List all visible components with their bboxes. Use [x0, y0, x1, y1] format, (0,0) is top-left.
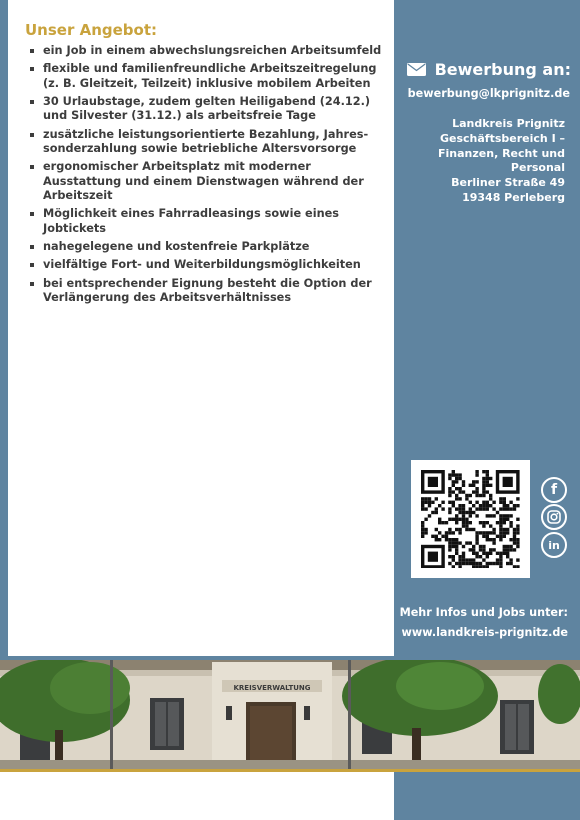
offer-item: bei entsprechender Eignung besteht die Option der Verlängerung des Arbeitsverhältnisses: [30, 277, 385, 306]
qr-code[interactable]: [411, 460, 530, 578]
qr-code-graphic: [421, 470, 520, 568]
address-line: Geschäftsbereich I –: [440, 131, 565, 145]
mail-icon: [407, 63, 426, 76]
offer-item: zusätzliche leistungsorientierte Bezahlung, Jahres-sonderzahlung sowie betriebliche Altersvorsorge: [30, 128, 385, 157]
offer-item: flexible und familienfreundliche Arbeitszeitregelung (z. B. Gleitzeit, Teilzeit) inklusive mobilem Arbeiten: [30, 62, 385, 91]
address-line: Personal: [510, 161, 565, 175]
more-info: [398, 603, 568, 643]
address-line: Berliner Straße 49: [451, 176, 565, 190]
website-link[interactable]: www.landkreis-prignitz.de: [401, 626, 568, 639]
address-line: Landkreis Prignitz: [452, 117, 565, 130]
offer-list: [30, 44, 385, 309]
application-heading: [406, 60, 571, 79]
more-info-label: Mehr Infos und Jobs unter:: [399, 606, 568, 619]
building-illustration: [0, 660, 580, 770]
offer-item: ergonomischer Arbeitsplatz mit moderner Ausstattung und einem Dienstwagen während der Arbeitszeit: [30, 160, 385, 204]
facebook-icon[interactable]: f: [541, 477, 567, 503]
building-sign: KREISVERWALTUNG: [233, 684, 311, 692]
address-line: Finanzen, Recht und: [438, 146, 565, 160]
linkedin-icon[interactable]: in: [541, 532, 567, 558]
building-photo: [0, 660, 580, 770]
postal-address: [420, 117, 565, 206]
offer-item: vielfältige Fort- und Weiterbildungsmöglichkeiten: [30, 258, 385, 273]
application-heading-text: Bewerbung an:: [434, 60, 571, 79]
offer-item: Möglichkeit eines Fahrradleasings sowie eines Jobtickets: [30, 207, 385, 236]
application-email-link[interactable]: bewerbung@lkprignitz.de: [407, 87, 570, 100]
offer-item: ein Job in einem abwechslungsreichen Arbeitsumfeld: [30, 44, 385, 59]
offer-title: Unser Angebot:: [25, 21, 157, 39]
instagram-icon[interactable]: [541, 504, 567, 530]
footer-blank: [0, 772, 394, 820]
offer-item: 30 Urlaubstage, zudem gelten Heiligabend (24.12.) und Silvester (31.12.) als arbeitsfreie Tage: [30, 95, 385, 124]
address-line: 19348 Perleberg: [462, 190, 565, 204]
offer-item: nahegelegene und kostenfreie Parkplätze: [30, 240, 385, 255]
instagram-glyph: [547, 510, 561, 524]
